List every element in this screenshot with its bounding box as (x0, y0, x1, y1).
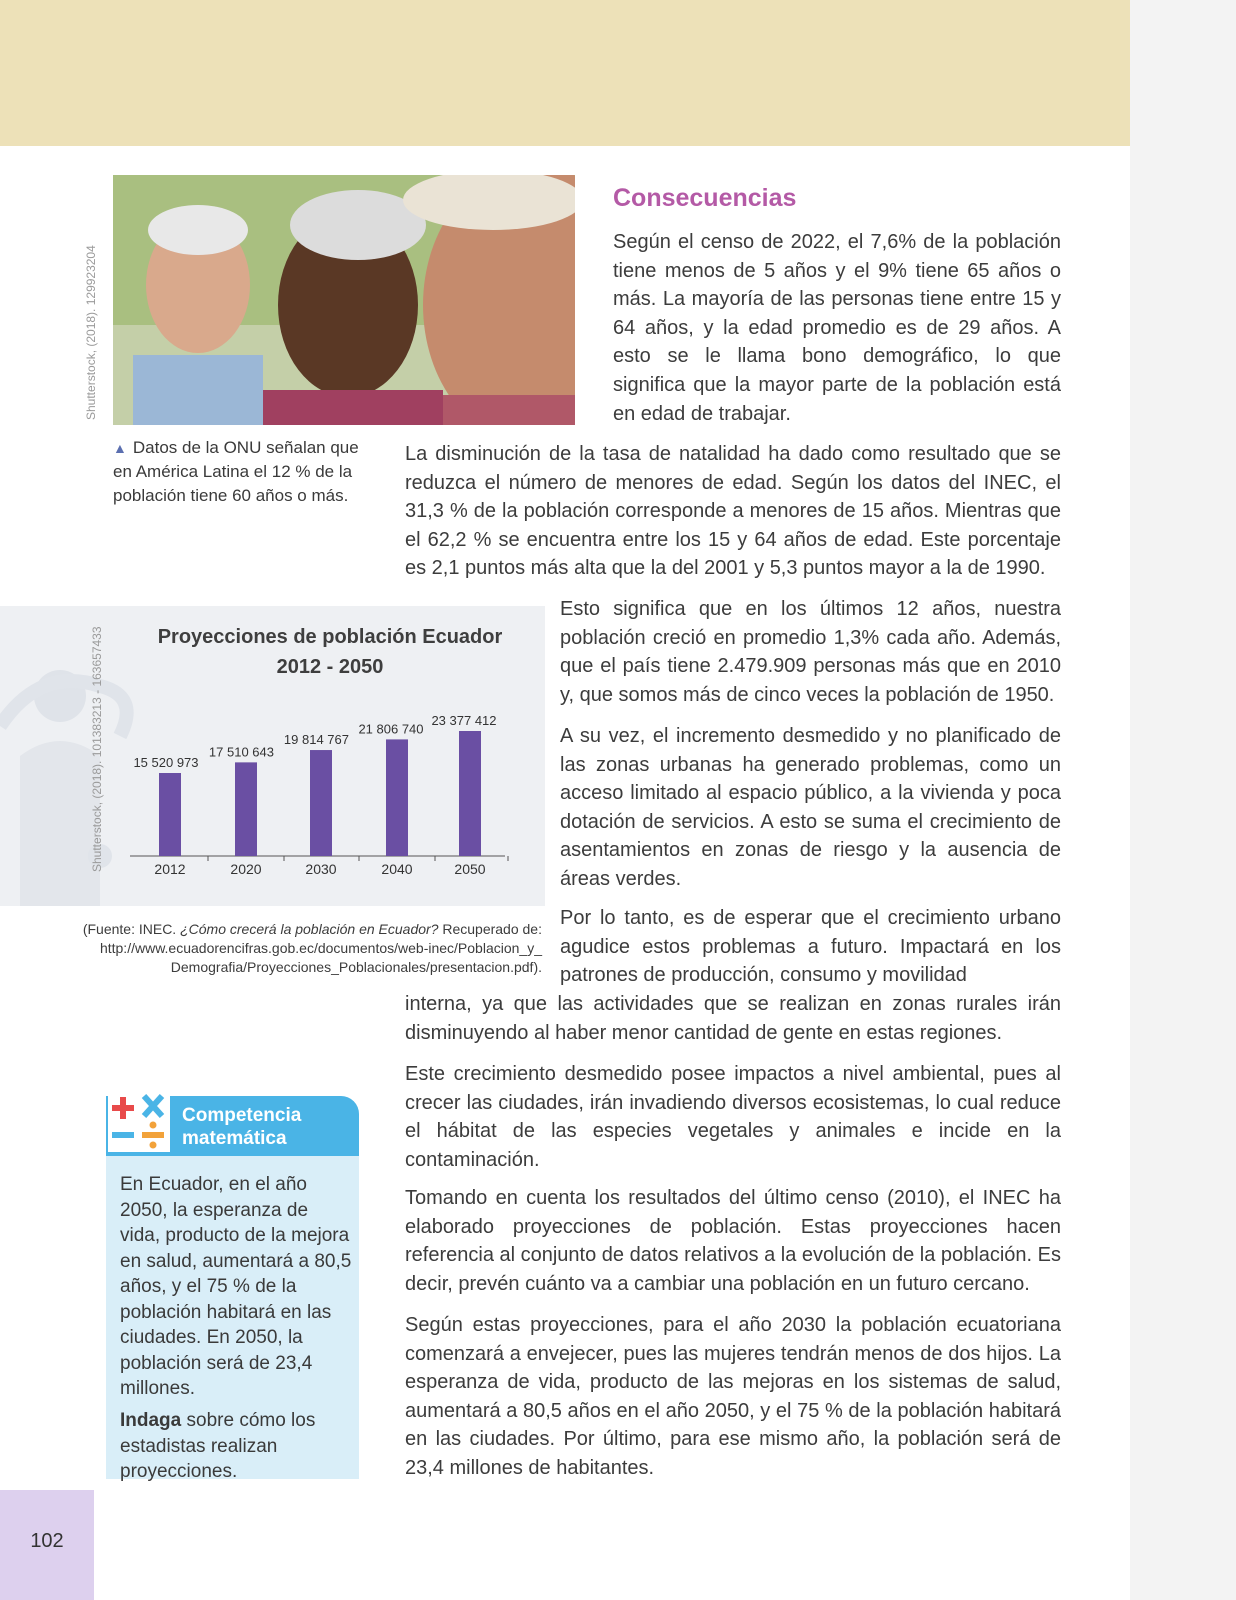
paragraph-3: Esto significa que en los últimos 12 años, nuestra población creció en promedio 1,3% cada año. Además, que el país tiene 2.479.909 personas más que en 2010 y, que somos más de cinco veces la población de 1950. (560, 598, 1061, 706)
photo-credit: Shutterstock, (2018). 129923204 (84, 245, 98, 420)
photo-caption (113, 436, 373, 508)
competencia-title-line1: Competencia (182, 1105, 302, 1126)
chart-source (60, 920, 542, 977)
math-operations-icon (108, 1090, 170, 1152)
indaga-bold: Indaga (120, 1410, 182, 1431)
page-edge (1130, 0, 1236, 1600)
photo-caption-text: Datos de la ONU señalan que en América Latina el 12 % de la población tiene 60 años o más. (113, 438, 359, 505)
paragraph-5a: Por lo tanto, es de esperar que el crecimiento urbano agudice estos problemas a futuro. Impactará en los patrones de producción, consumo y movilidad (560, 907, 1061, 987)
x-tick-label: 2020 (230, 861, 262, 877)
data-label: 19 814 767 (283, 732, 349, 748)
bar-2030 (310, 750, 332, 856)
page-number: 102 (30, 1530, 64, 1552)
chart-title (140, 622, 520, 682)
section-title: Consecuencias (613, 184, 797, 212)
bar-2020 (235, 762, 257, 856)
source-url-line2: Demografia/Proyecciones_Poblacionales/presentacion.pdf). (170, 959, 542, 975)
header-band (0, 0, 1130, 146)
x-tick-label: 2050 (454, 861, 486, 877)
competencia-title (182, 1104, 301, 1150)
source-suffix: Recuperado de: (438, 921, 542, 937)
bar-2040 (386, 739, 408, 856)
paragraph-6: Este crecimiento desmedido posee impactos a nivel ambiental, pues al crecer las ciudades, irán invadiendo diversos ecosistemas, lo cual reduce el hábitat de las especies vegetales y animales e incide en la contaminación. (405, 1063, 1061, 1171)
paragraph-4: A su vez, el incremento desmedido y no planificado de las zonas urbanas ha generado problemas, como un acceso limitado al espacio público, a la vivienda y poca dotación de servicios. A esto se suma el crecimiento de asentamientos en zonas de riesgo y la ausencia de áreas verdes. (560, 725, 1061, 890)
x-tick-label: 2012 (154, 861, 186, 877)
source-url-line1: http://www.ecuadorencifras.gob.ec/documentos/web-inec/Poblacion_y_ (99, 940, 542, 956)
x-tick-label: 2040 (381, 861, 413, 877)
bar-2012 (159, 773, 181, 856)
competencia-title-line2: matemática (182, 1128, 287, 1149)
paragraph-2: La disminución de la tasa de natalidad ha dado como resultado que se reduzca el número de menores de edad. Según los datos del INEC, el 31,3 % de la población corresponde a menores de 15 años. Mientras que el 62,2 % se encuentra entre los 15 y 64 años de edad. Este porcentaje es 2,1 puntos más alta que la del 2001 y 5,3 puntos mayor a la de 1990. (405, 443, 1061, 580)
photo-elderly-men (113, 175, 575, 425)
indaga-rest: sobre cómo los estadistas realizan proyecciones. (120, 1410, 316, 1482)
data-label: 17 510 643 (208, 744, 274, 760)
bar-2050 (459, 731, 481, 856)
chart-subtitle: 2012 - 2050 (276, 656, 384, 678)
chart-credit: Shutterstock, (2018). 101383213 - 163657433 (90, 626, 104, 872)
paragraph-7: Tomando en cuenta los resultados del último censo (2010), el INEC ha elaborado proyecciones de población. Estas proyecciones hacen referencia al conjunto de datos relativos a la evolución de la población. Es decir, prevén cuánto va a cambiar una población en un futuro cercano. (405, 1187, 1061, 1295)
paragraph-8: Según estas proyecciones, para el año 2030 la población ecuatoriana comenzará a envejecer, pues las mujeres tendrán menos de dos hijos. La esperanza de vida, producto de las mejoras en los sistemas de salud, aumentará a 80,5 años en el año 2050, y el 75 % de la población habitará en las ciudades. Por último, para ese mismo año, la población será de 23,4 millones de habitantes. (405, 1314, 1061, 1479)
paragraph-5b: interna, ya que las actividades que se realizan en zonas rurales irán disminuyendo al haber menor cantidad de gente en estas regiones. (405, 993, 1061, 1044)
chart-title-line: Proyecciones de población Ecuador (157, 626, 503, 648)
paragraph-1: Según el censo de 2022, el 7,6% de la población tiene menos de 5 años y el 9% tiene 65 años o más. La mayoría de las personas tiene entre 15 y 64 años, y la edad promedio es de 29 años. A esto se le llama bono demográfico, lo que significa que la mayor parte de la población está en edad de trabajar. (613, 231, 1061, 425)
competencia-text: En Ecuador, en el año 2050, la esperanza de vida, producto de la mejora en salud, aumentará a 80,5 años, y el 75 % de la población habitará en las ciudades. En 2050, la población será de 23,4 millones. (120, 1174, 352, 1399)
x-tick-label: 2030 (305, 861, 337, 877)
source-prefix: (Fuente: INEC. (82, 921, 181, 937)
data-label: 21 806 740 (358, 721, 424, 737)
population-bar-chart (110, 700, 530, 890)
competencia-indaga (120, 1408, 352, 1485)
data-label: 23 377 412 (431, 713, 497, 728)
source-title: ¿Cómo crecerá la población en Ecuador? (180, 921, 439, 937)
triangle-icon: ▲ (113, 440, 127, 456)
data-label: 15 520 973 (133, 755, 199, 771)
